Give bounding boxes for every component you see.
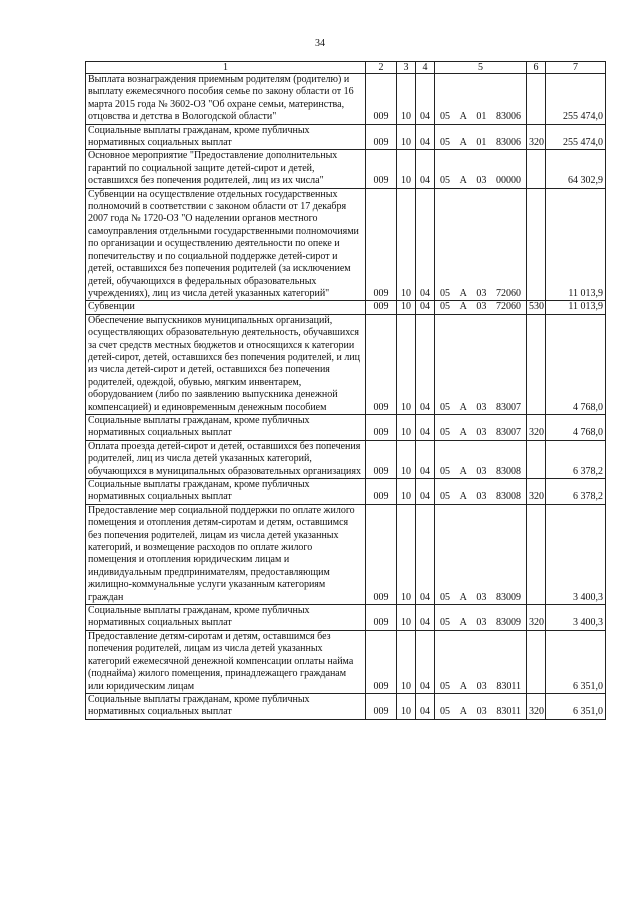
column-header: 6: [527, 62, 546, 74]
code-part: 03: [476, 427, 487, 439]
expense-type-code: 320: [527, 605, 546, 631]
target-article-code: [435, 479, 527, 505]
code-part: 03: [476, 706, 487, 718]
amount: 3 400,3: [546, 605, 606, 631]
table-row: [86, 188, 606, 301]
code-part: 83006: [495, 111, 521, 123]
row-description: Социальные выплаты гражданам, кроме публичных нормативных социальных выплат: [86, 414, 366, 440]
code-part: 05: [440, 137, 450, 149]
target-article-code: [435, 414, 527, 440]
row-description: Субвенции на осуществление отдельных государственных полномочий в соответствии с законом области от 17 декабря 2007 года № 1720-ОЗ "О наделении органов местного самоуправления отдельными государственными полномочиями по организации и осуществлению деятельности по опеке и попечительству и по социальной поддержке детей-сирот и детей, оставшихся без попечения родителей (за исключением детей, обучающихся в федеральных образовательных учреждениях), лиц из числа детей указанных категорий": [86, 188, 366, 301]
code-part: А: [459, 111, 467, 123]
row-description: Оплата проезда детей-сирот и детей, оставшихся без попечения родителей, лиц из числа детей указанных категорий, обучающихся в муниципальных образовательных организациях: [86, 440, 366, 478]
code-part: 83011: [496, 706, 521, 718]
code-part: 05: [440, 111, 450, 123]
table-row: [86, 605, 606, 631]
column-header: 7: [546, 62, 606, 74]
row-description: Социальные выплаты гражданам, кроме публичных нормативных социальных выплат: [86, 605, 366, 631]
ministry-code: 009: [366, 440, 397, 478]
code-part: 03: [476, 301, 487, 313]
target-article-code: [435, 504, 527, 604]
subsection-code: 04: [416, 605, 435, 631]
expense-type-code: [527, 440, 546, 478]
table-row: [86, 479, 606, 505]
code-part: 05: [440, 301, 450, 313]
code-part: 83006: [495, 137, 521, 149]
code-part: 05: [440, 287, 450, 299]
code-part: 03: [476, 617, 487, 629]
subsection-code: 04: [416, 301, 435, 314]
code-part: 03: [476, 175, 487, 187]
code-part: 83008: [495, 491, 521, 503]
subsection-code: 04: [416, 414, 435, 440]
table-body: [86, 74, 606, 720]
amount: 255 474,0: [546, 124, 606, 150]
expense-type-code: 530: [527, 301, 546, 314]
target-article-code: [435, 124, 527, 150]
code-part: 05: [440, 427, 450, 439]
budget-table: [85, 61, 606, 720]
subsection-code: 04: [416, 124, 435, 150]
column-header: 2: [366, 62, 397, 74]
section-code: 10: [397, 301, 416, 314]
expense-type-code: [527, 314, 546, 414]
section-code: 10: [397, 314, 416, 414]
row-description: Социальные выплаты гражданам, кроме публичных нормативных социальных выплат: [86, 693, 366, 719]
code-part: 83008: [495, 465, 521, 477]
target-article-code: [435, 150, 527, 188]
code-part: 83009: [495, 617, 521, 629]
target-article-code: [435, 301, 527, 314]
code-part: 05: [440, 465, 450, 477]
column-header: 3: [397, 62, 416, 74]
code-part: А: [459, 401, 467, 413]
ministry-code: 009: [366, 124, 397, 150]
section-code: 10: [397, 630, 416, 693]
code-part: А: [459, 287, 467, 299]
code-part: 03: [476, 591, 487, 603]
subsection-code: 04: [416, 479, 435, 505]
header-row: [86, 62, 606, 74]
code-part: 05: [440, 401, 450, 413]
target-article-code: [435, 693, 527, 719]
code-part: А: [459, 706, 467, 718]
code-part: 01: [476, 111, 487, 123]
amount: 64 302,9: [546, 150, 606, 188]
amount: 4 768,0: [546, 414, 606, 440]
table-row: [86, 150, 606, 188]
code-part: 72060: [495, 301, 521, 313]
code-part: 05: [440, 680, 450, 692]
row-description: Предоставление мер социальной поддержки по оплате жилого помещения и отопления детям-сиротам и детям, оставшимся без попечения родителей, лицам из числа детей указанных категорий, и возмещение расходов по оплате жилого помещения и отопления юридическим лицам и индивидуальным предпринимателям, предоставляющим жилищно-коммунальные услуги указанным категориям граждан: [86, 504, 366, 604]
ministry-code: 009: [366, 693, 397, 719]
code-part: 05: [440, 591, 450, 603]
subsection-code: 04: [416, 440, 435, 478]
code-part: 01: [476, 137, 487, 149]
table-row: [86, 301, 606, 314]
column-header: 1: [86, 62, 366, 74]
expense-type-code: [527, 504, 546, 604]
column-header: 5: [435, 62, 527, 74]
row-description: Обеспечение выпускников муниципальных организаций, осуществляющих образовательную деятельность, обучавшихся за счет средств местных бюджетов и относящихся к категории детей-сирот, детей, оставшихся без попечения родителей, и лиц из числа детей-сирот и детей, оставшихся без попечения родителей, одеждой, обувью, мягким инвентарем, оборудованием (либо по заявлению выпускника денежной компенсацией) и единовременным денежным пособием: [86, 314, 366, 414]
target-article-code: [435, 440, 527, 478]
table-row: [86, 504, 606, 604]
row-description: Социальные выплаты гражданам, кроме публичных нормативных социальных выплат: [86, 124, 366, 150]
amount: 11 013,9: [546, 301, 606, 314]
target-article-code: [435, 605, 527, 631]
section-code: 10: [397, 693, 416, 719]
amount: 6 351,0: [546, 693, 606, 719]
subsection-code: 04: [416, 693, 435, 719]
code-part: 05: [440, 175, 450, 187]
expense-type-code: [527, 150, 546, 188]
code-part: 03: [476, 287, 487, 299]
expense-type-code: [527, 74, 546, 125]
expense-type-code: 320: [527, 124, 546, 150]
expense-type-code: 320: [527, 479, 546, 505]
subsection-code: 04: [416, 630, 435, 693]
row-description: Социальные выплаты гражданам, кроме публичных нормативных социальных выплат: [86, 479, 366, 505]
section-code: 10: [397, 188, 416, 301]
subsection-code: 04: [416, 188, 435, 301]
row-description: Выплата вознаграждения приемным родителям (родителю) и выплату ежемесячного пособия семье по закону области от 16 марта 2015 года № 3602-ОЗ "Об охране семьи, материнства, отцовства и детства в Вологодской области": [86, 74, 366, 125]
subsection-code: 04: [416, 150, 435, 188]
expense-type-code: [527, 630, 546, 693]
section-code: 10: [397, 440, 416, 478]
ministry-code: 009: [366, 605, 397, 631]
code-part: 83007: [495, 427, 521, 439]
code-part: А: [459, 591, 467, 603]
expense-type-code: 320: [527, 693, 546, 719]
ministry-code: 009: [366, 301, 397, 314]
target-article-code: [435, 188, 527, 301]
ministry-code: 009: [366, 74, 397, 125]
ministry-code: 009: [366, 630, 397, 693]
table-row: [86, 440, 606, 478]
code-part: А: [459, 137, 467, 149]
ministry-code: 009: [366, 150, 397, 188]
table-row: [86, 414, 606, 440]
subsection-code: 04: [416, 74, 435, 125]
ministry-code: 009: [366, 479, 397, 505]
code-part: 03: [476, 491, 487, 503]
amount: 6 378,2: [546, 479, 606, 505]
subsection-code: 04: [416, 504, 435, 604]
section-code: 10: [397, 74, 416, 125]
ministry-code: 009: [366, 314, 397, 414]
target-article-code: [435, 314, 527, 414]
code-part: 05: [440, 706, 450, 718]
code-part: А: [459, 617, 467, 629]
expense-type-code: [527, 188, 546, 301]
table-row: [86, 124, 606, 150]
code-part: 05: [440, 491, 450, 503]
code-part: 05: [440, 617, 450, 629]
code-part: А: [459, 175, 467, 187]
code-part: 83007: [495, 401, 521, 413]
expense-type-code: 320: [527, 414, 546, 440]
ministry-code: 009: [366, 504, 397, 604]
code-part: 03: [476, 401, 487, 413]
code-part: 72060: [495, 287, 521, 299]
table-row: [86, 630, 606, 693]
table-row: [86, 693, 606, 719]
section-code: 10: [397, 124, 416, 150]
row-description: Предоставление детям-сиротам и детям, оставшимся без попечения родителей, лицам из числа детей указанных категорий ежемесячной денежной компенсации оплаты найма (поднайма) жилого помещения, принадлежащего гражданам или юридическим лицам: [86, 630, 366, 693]
subsection-code: 04: [416, 314, 435, 414]
code-part: 03: [476, 680, 487, 692]
column-header: 4: [416, 62, 435, 74]
target-article-code: [435, 630, 527, 693]
amount: 6 378,2: [546, 440, 606, 478]
page-number: 34: [315, 38, 325, 49]
code-part: А: [459, 680, 467, 692]
amount: 255 474,0: [546, 74, 606, 125]
row-description: Основное мероприятие "Предоставление дополнительных гарантий по социальной защите детей-сирот и детей, оставшихся без попечения родителей, лиц из их числа": [86, 150, 366, 188]
row-description: Субвенции: [86, 301, 366, 314]
section-code: 10: [397, 479, 416, 505]
section-code: 10: [397, 414, 416, 440]
amount: 3 400,3: [546, 504, 606, 604]
code-part: 03: [476, 465, 487, 477]
code-part: А: [459, 427, 467, 439]
code-part: А: [459, 491, 467, 503]
amount: 4 768,0: [546, 314, 606, 414]
code-part: А: [459, 301, 467, 313]
section-code: 10: [397, 504, 416, 604]
code-part: 83009: [495, 591, 521, 603]
table-row: [86, 74, 606, 125]
ministry-code: 009: [366, 188, 397, 301]
ministry-code: 009: [366, 414, 397, 440]
code-part: 83011: [496, 680, 521, 692]
code-part: А: [459, 465, 467, 477]
amount: 11 013,9: [546, 188, 606, 301]
table-row: [86, 314, 606, 414]
section-code: 10: [397, 605, 416, 631]
section-code: 10: [397, 150, 416, 188]
code-part: 00000: [495, 175, 521, 187]
amount: 6 351,0: [546, 630, 606, 693]
target-article-code: [435, 74, 527, 125]
